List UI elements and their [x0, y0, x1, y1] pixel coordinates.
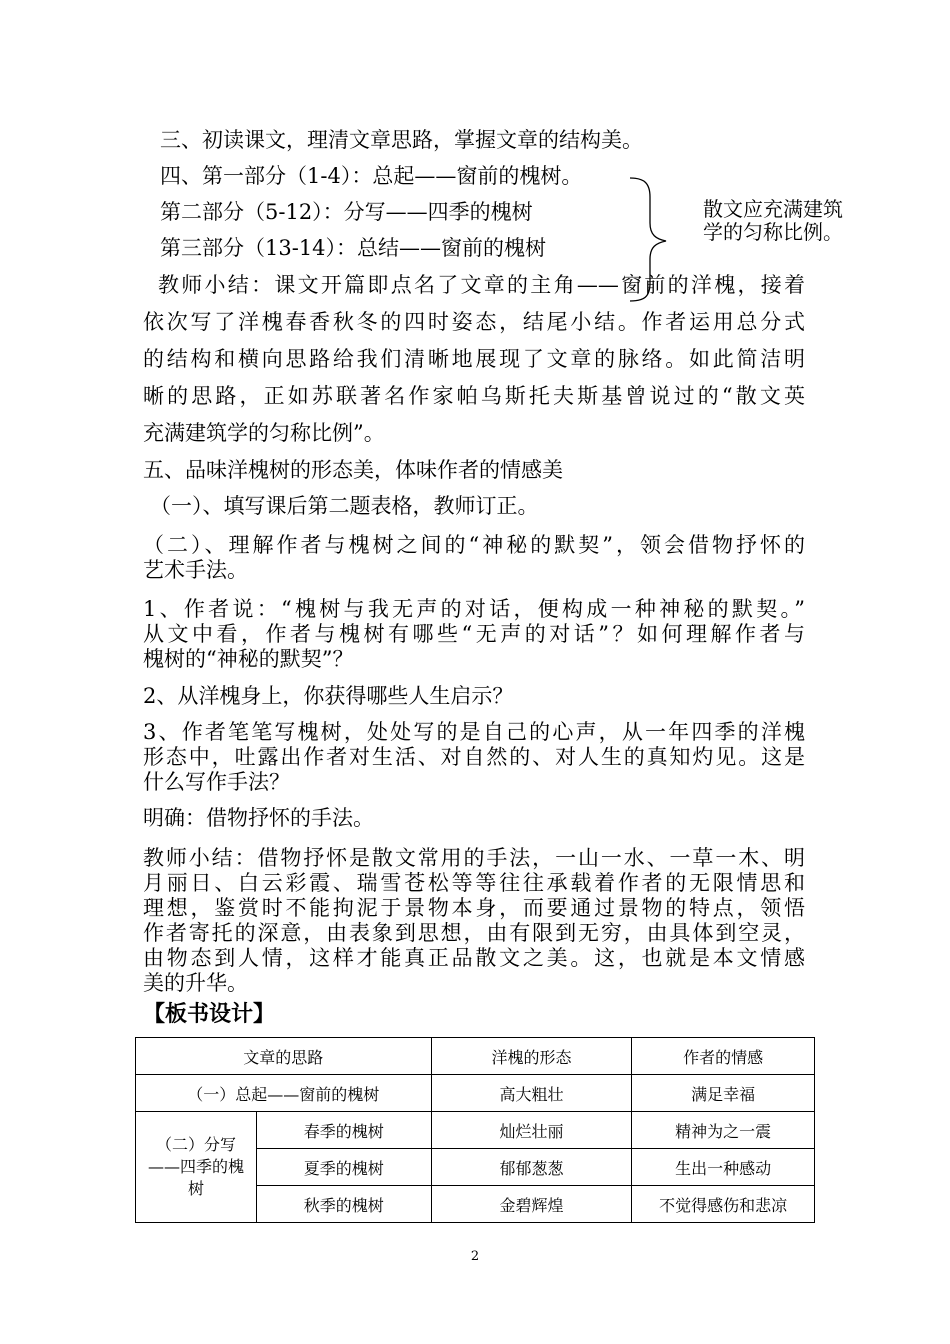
- board-design-table: [135, 1037, 815, 1223]
- summary-2-line: 作者寄托的深意，由表象到思想，由有限到无穷，由具体到空灵，: [143, 921, 805, 945]
- table-cell: 高大粗壮: [431, 1075, 632, 1112]
- table-group-cell: （二）分写——四季的槐树: [136, 1112, 257, 1223]
- part-3-line: 第三部分（13-14）：总结——窗前的槐树: [160, 236, 547, 260]
- board-design-heading: 【板书设计】: [143, 1002, 276, 1027]
- summary-2-line: 月丽日、白云彩霞、瑞雪苍松等等往往承载着作者的无限情思和: [143, 871, 805, 895]
- table-cell: 生出一种感动: [632, 1149, 815, 1186]
- question-3-line: 形态中，吐露出作者对生活、对自然的、对人生的真知灼见。这是: [143, 745, 805, 769]
- summary-1-line: 充满建筑学的匀称比例”。: [143, 421, 385, 445]
- summary-1-line: 教师小结：课文开篇即点名了文章的主角——窗前的洋槐，接着: [158, 273, 805, 297]
- table-cell: 不觉得感伤和悲凉: [632, 1186, 815, 1223]
- sub-2-line: 艺术手法。: [143, 558, 248, 582]
- table-cell: 秋季的槐树: [256, 1186, 431, 1223]
- table-header-cell: 洋槐的形态: [431, 1038, 632, 1075]
- table-cell: 金碧辉煌: [431, 1186, 632, 1223]
- table-header-cell: 作者的情感: [632, 1038, 815, 1075]
- summary-2-line: 美的升华。: [143, 971, 248, 995]
- table-cell: 灿烂壮丽: [431, 1112, 632, 1149]
- section-3-line: 三、初读课文，理清文章思路，掌握文章的结构美。: [160, 128, 643, 152]
- summary-2-line: 教师小结：借物抒怀是散文常用的手法，一山一水、一草一木、明: [143, 846, 805, 870]
- sub-2-line: （二）、理解作者与槐树之间的“神秘的默契”，领会借物抒怀的: [143, 533, 805, 557]
- summary-2-line: 理想，鉴赏时不能拘泥于景物本身，而要通过景物的特点，领悟: [143, 896, 805, 920]
- question-2-line: 2、从洋槐身上，你获得哪些人生启示？: [143, 684, 514, 708]
- table-cell: 夏季的槐树: [256, 1149, 431, 1186]
- table-cell: 满足幸福: [632, 1075, 815, 1112]
- question-3-line: 什么写作手法？: [143, 770, 290, 794]
- question-1-line: 槐树的“神秘的默契”？: [143, 647, 354, 671]
- part-2-line: 第二部分（5-12）：分写——四季的槐树: [160, 200, 533, 224]
- table-cell: （一）总起——窗前的槐树: [136, 1075, 432, 1112]
- summary-1-line: 的结构和横向思路给我们清晰地展现了文章的脉络。如此简洁明: [143, 347, 805, 371]
- table-cell: 郁郁葱葱: [431, 1149, 632, 1186]
- table-header-cell: 文章的思路: [136, 1038, 432, 1075]
- table-cell: 春季的槐树: [256, 1112, 431, 1149]
- table-row: [136, 1112, 815, 1149]
- question-1-line: 从文中看，作者与槐树有哪些“无声的对话”？如何理解作者与: [143, 622, 805, 646]
- question-3-line: 3、作者笔笔写槐树，处处写的是自己的心声，从一年四季的洋槐: [143, 720, 805, 744]
- page-number: 2: [470, 1249, 480, 1264]
- answer-line: 明确：借物抒怀的手法。: [143, 806, 374, 830]
- summary-2-line: 由物态到人情，这样才能真正品散文之美。这，也就是本文情感: [143, 946, 805, 970]
- sub-1-line: （一）、填写课后第二题表格，教师订正。: [150, 494, 539, 518]
- callout-note: 学的匀称比例。: [703, 220, 843, 244]
- question-1-line: 1、作者说：“槐树与我无声的对话，便构成一种神秘的默契。”: [143, 597, 805, 621]
- callout-note: 散文应充满建筑: [703, 197, 843, 221]
- section-5-line: 五、品味洋槐树的形态美，体味作者的情感美: [143, 458, 563, 482]
- summary-1-line: 依次写了洋槐春香秋冬的四时姿态，结尾小结。作者运用总分式: [143, 310, 805, 334]
- brace-annotation: [600, 165, 680, 305]
- table-row: [136, 1075, 815, 1112]
- section-4-line: 四、第一部分（1-4）：总起——窗前的槐树。: [160, 164, 583, 188]
- summary-1-line: 晰的思路，正如苏联著名作家帕乌斯托夫斯基曾说过的“散文英: [143, 384, 805, 408]
- table-row: [136, 1038, 815, 1075]
- table-cell: 精神为之一震: [632, 1112, 815, 1149]
